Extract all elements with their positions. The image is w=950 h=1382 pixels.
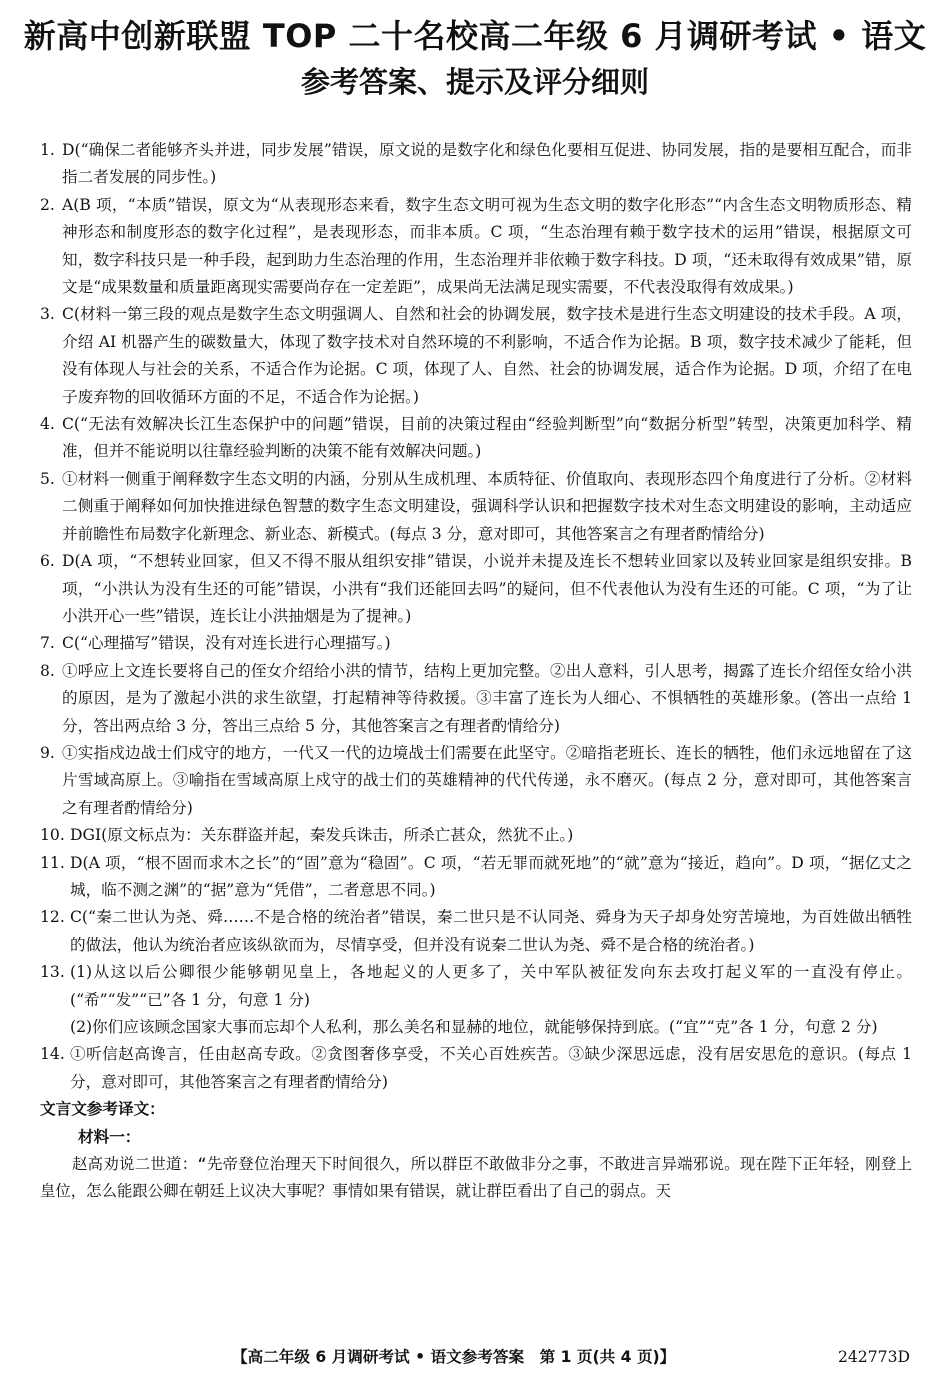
answer-number: 10. xyxy=(40,826,65,845)
answer-text: C(“无法有效解决长江生态保护中的问题”错误，目前的决策过程由“经验判断型”向“数据分析型”转型，决策更加科学、精准，但并不能说明以往靠经验判断的决策不能有效解决问题。) xyxy=(62,415,912,461)
answer-number: 8. xyxy=(40,661,55,680)
answer-text: D(“确保二者能够齐头并进，同步发展”错误，原文说的是数字化和绿色化要相互促进、协同发展，指的是要相互配合，而非指二者发展的同步性。) xyxy=(62,141,912,187)
answer-number: 3. xyxy=(40,305,55,324)
answer-item-5 xyxy=(40,466,912,548)
answer-number: 6. xyxy=(40,552,55,571)
answer-item-9 xyxy=(40,740,912,822)
answer-item-8 xyxy=(40,658,912,740)
answer-item-4 xyxy=(40,411,912,466)
answer-number: 1. xyxy=(40,141,55,159)
answer-number: 5. xyxy=(40,469,55,488)
footer-page-info: 【高二年级 6 月调研考试 • 语文参考答案 第 1 页(共 4 页)】 xyxy=(232,1348,676,1366)
answer-list xyxy=(40,137,912,1205)
answer-number: 13. xyxy=(40,963,65,982)
material-heading: 材料一： xyxy=(78,1127,141,1146)
answer-text: DGI(原文标点为：关东群盗并起，秦发兵诛击，所杀亡甚众，然犹不止。) xyxy=(70,826,574,845)
answer-text: ①听信赵高谗言，任由赵高专政。②贪图奢侈享受，不关心百姓疾苦。③缺少深思远虑，没有居安思危的意识。(每点 1 分，意对即可，其他答案言之有理者酌情给分) xyxy=(70,1045,912,1091)
answer-text: C(“秦二世认为尧、舜……不是合格的统治者”错误，秦二世只是不认同尧、舜身为天子却身处穷苦境地，为百姓做出牺牲的做法，他认为统治者应该纵欲而为，尽情享受，但并没有说秦二世认为尧、舜不是合格的统治者。) xyxy=(70,908,912,954)
answer-item-12 xyxy=(40,904,912,959)
answer-text: D(A 项，“不想转业回家，但又不得不服从组织安排”错误，小说并未提及连长不想转业回家以及转业回家是组织安排。B 项，“小洪认为没有生还的可能”错误，小洪有“我们还能回去吗”的疑问，但不代表他认为没有生还的可能。C 项，“为了让小洪开心一些”错误，连长让小洪抽烟是为了提神。) xyxy=(62,552,912,625)
answer-number: 9. xyxy=(40,743,55,762)
page-footer xyxy=(0,1343,950,1371)
answer-text-part-1: (1)从这以后公卿很少能够朝见皇上，各地起义的人更多了，关中军队被征发向东去攻打起义军的一直没有停止。(“希”“发”“已”各 1 分，句意 1 分) xyxy=(70,963,912,1009)
answer-item-1 xyxy=(40,137,912,192)
answer-number: 4. xyxy=(40,415,55,434)
answer-number: 12. xyxy=(40,908,65,927)
answer-text: C(“心理描写”错误，没有对连长进行心理描写。) xyxy=(62,634,391,653)
answer-text: C(材料一第三段的观点是数字生态文明强调人、自然和社会的协调发展，数字技术是进行生态文明建设的技术手段。A 项，介绍 AI 机器产生的碳数量大，体现了数字技术对自然环境的不利影响，不适合作为论据。B 项，数字技术减少了能耗，但没有体现人与社会的关系，不适合作为论据。C 项，体现了人、自然、社会的协调发展，适合作为论据。D 项，介绍了在电子废弃物的回收循环方面的不足，不适合作为论据。) xyxy=(62,305,912,406)
answer-item-13 xyxy=(40,959,912,1041)
answer-item-3 xyxy=(40,301,912,411)
answer-item-7 xyxy=(40,630,912,657)
translation-text: 赵高劝说二世道：“先帝登位治理天下时间很久，所以群臣不敢做非分之事，不敢进言异端邪说。现在陛下正年轻，刚登上皇位，怎么能跟公卿在朝廷上议决大事呢？事情如果有错误，就让群臣看出了自己的弱点。天 xyxy=(40,1155,912,1201)
answer-text-part-2: (2)你们应该顾念国家大事而忘却个人私利，那么美名和显赫的地位，就能够保持到底。(“宜”“克”各 1 分，句意 2 分) xyxy=(70,1018,878,1036)
answer-number: 11. xyxy=(40,853,65,872)
page-subtitle: 参考答案、提示及评分细则 xyxy=(300,65,649,99)
translation-heading: 文言文参考译文： xyxy=(40,1100,165,1119)
answer-item-6 xyxy=(40,548,912,630)
answer-item-2 xyxy=(40,192,912,302)
answer-text: D(A 项，“根不固而求木之长”的“固”意为“稳固”。C 项，“若无罪而就死地”的“就”意为“接近，趋向”。D 项，“据亿丈之城，临不测之渊”的“据”意为“凭借”，二者意思不同。) xyxy=(70,853,912,899)
answer-number: 2. xyxy=(40,195,55,214)
footer-code: 242773D xyxy=(837,1348,910,1366)
answer-number: 14. xyxy=(40,1045,65,1064)
answer-number: 7. xyxy=(40,634,55,653)
answer-text: ①呼应上文连长要将自己的侄女介绍给小洪的情节，结构上更加完整。②出人意料，引人思考，揭露了连长介绍侄女给小洪的原因，是为了激起小洪的求生欲望，打起精神等待救援。③丰富了连长为人细心、不惧牺牲的英雄形象。(答出一点给 1 分，答出两点给 3 分，答出三点给 5 分，其他答案言之有理者酌情给分) xyxy=(62,661,912,735)
answer-text: ①材料一侧重于阐释数字生态文明的内涵，分别从生成机理、本质特征、价值取向、表现形态四个角度进行了分析。②材料二侧重于阐释如何加快推进绿色智慧的数字生态文明建设，强调科学认识和把握数字技术对生态文明建设的影响，主动适应并前瞻性布局数字化新理念、新业态、新模式。(每点 3 分，意对即可，其他答案言之有理者酌情给分) xyxy=(62,469,912,543)
answer-text: ①实指戍边战士们戍守的地方，一代又一代的边境战士们需要在此坚守。②暗指老班长、连长的牺牲，他们永远地留在了这片雪域高原上。③喻指在雪域高原上戍守的战士们的英雄精神的代代传递，永不磨灭。(每点 2 分，意对即可，其他答案言之有理者酌情给分) xyxy=(62,743,912,817)
answer-text: A(B 项，“本质”错误，原文为“从表现形态来看，数字生态文明可视为生态文明的数字化形态”“内含生态文明物质形态、精神形态和制度形态的数字化过程”，是表现形态，而非本质。C 项，“生态治理有赖于数字技术的运用”错误，根据原文可知，数字科技只是一种手段，起到助力生态治理的作用，生态治理并非依赖于数字科技。D 项，“还未取得有效成果”错，原文是“成果数量和质量距离现实需要尚存在一定差距”，成果尚无法满足现实需要，不代表没取得有效成果。) xyxy=(62,195,912,297)
answer-item-14 xyxy=(40,1041,912,1096)
page-title: 新高中创新联盟 TOP 二十名校高二年级 6 月调研考试 • 语文 xyxy=(23,17,927,55)
answer-item-10 xyxy=(40,822,912,849)
answer-item-11 xyxy=(40,850,912,905)
